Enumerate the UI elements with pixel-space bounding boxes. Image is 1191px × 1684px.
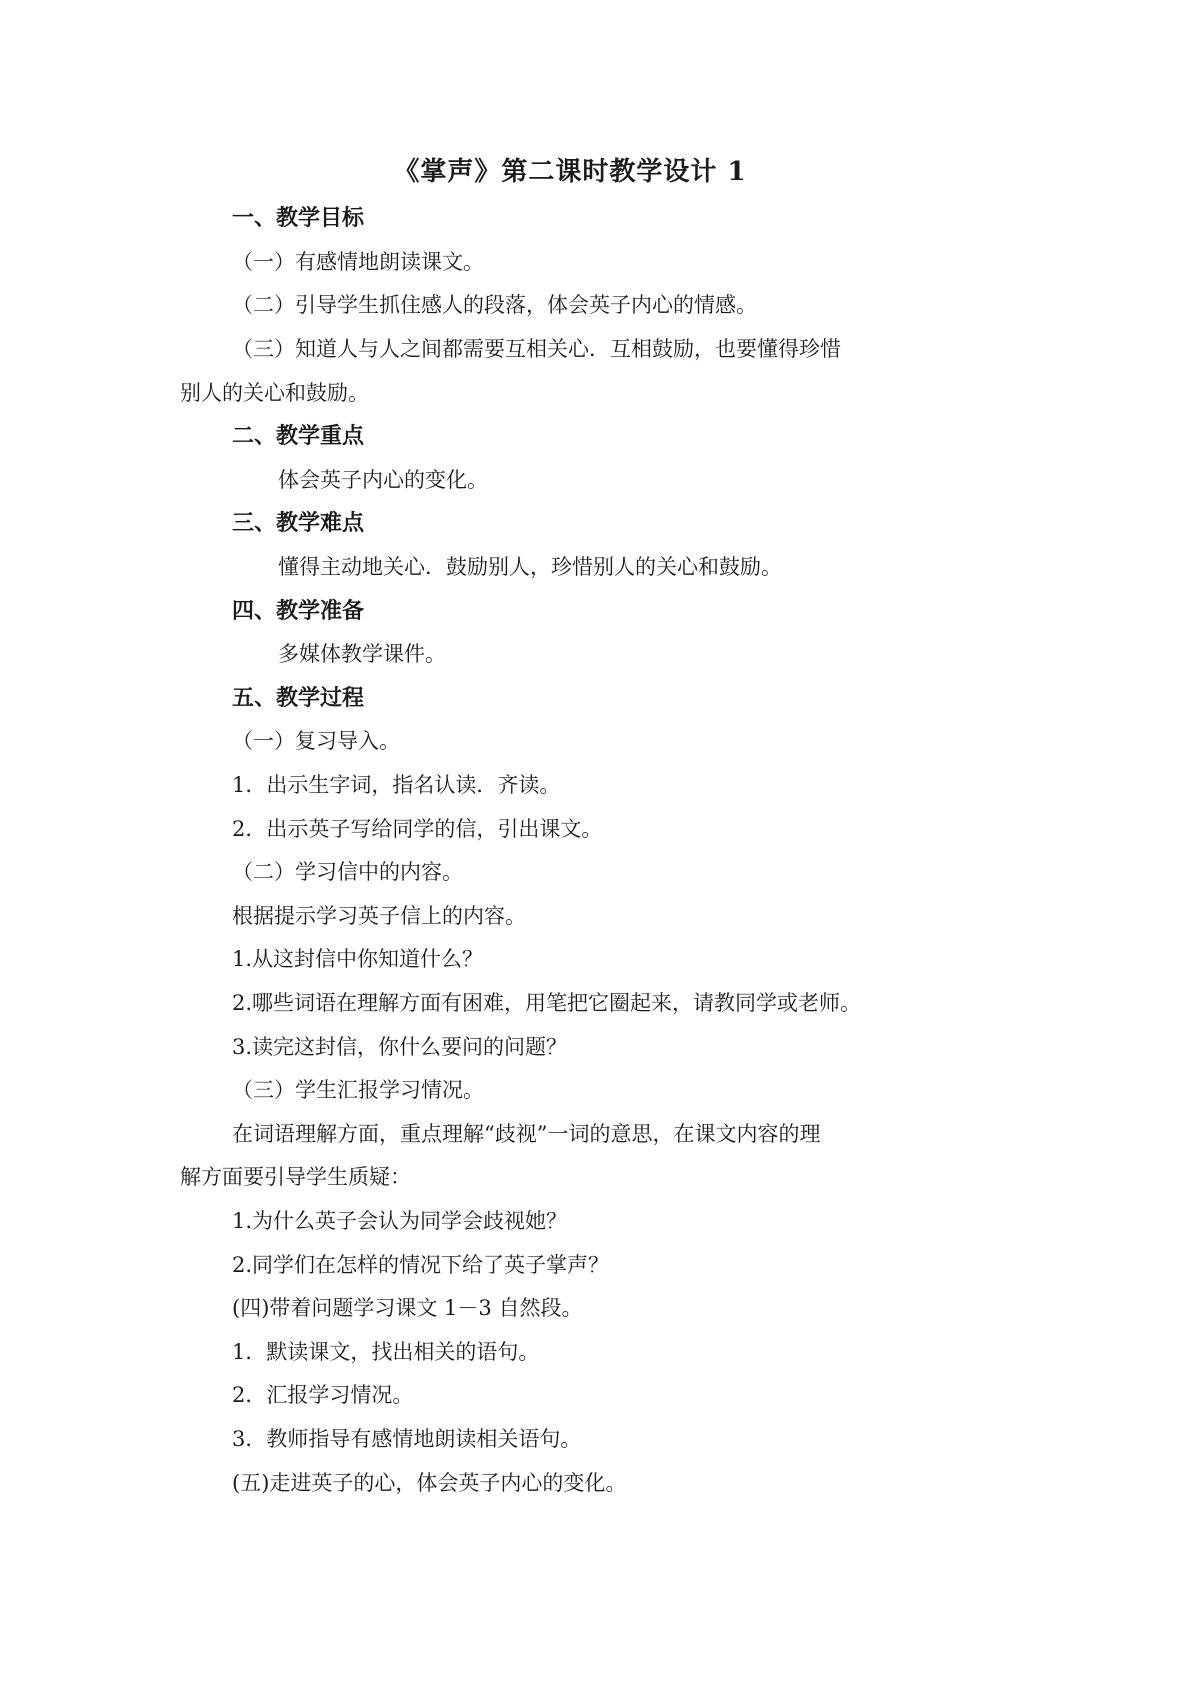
difficulties-text: 懂得主动地关心．鼓励别人，珍惜别人的关心和鼓励。 — [278, 555, 782, 579]
process-step-1: （一）复习导入。 — [232, 729, 400, 753]
objective-1: （一）有感情地朗读课文。 — [232, 250, 484, 274]
process-item: 1.从这封信中你知道什么？ — [232, 947, 484, 971]
heading-preparation: 四、教学准备 — [232, 598, 365, 624]
process-step-2: （二）学习信中的内容。 — [232, 860, 463, 884]
heading-process: 五、教学过程 — [232, 685, 365, 711]
process-text: 根据提示学习英子信上的内容。 — [232, 904, 526, 928]
process-item: 2.同学们在怎样的情况下给了英子掌声？ — [232, 1253, 610, 1277]
process-item: 3．教师指导有感情地朗读相关语句。 — [232, 1427, 582, 1451]
objective-3-continued: 别人的关心和鼓励。 — [180, 381, 369, 405]
process-item: 2．出示英子写给同学的信，引出课文。 — [232, 817, 603, 841]
process-step-3: （三）学生汇报学习情况。 — [232, 1078, 484, 1102]
process-item: 3.读完这封信，你什么要问的问题？ — [232, 1035, 568, 1059]
heading-objectives: 一、教学目标 — [232, 205, 365, 231]
process-item: 2．汇报学习情况。 — [232, 1383, 414, 1407]
process-text: 在词语理解方面，重点理解“歧视”一词的意思，在课文内容的理 — [232, 1122, 821, 1146]
process-item: 1.为什么英子会认为同学会歧视她？ — [232, 1209, 568, 1233]
heading-key-points: 二、教学重点 — [232, 423, 365, 449]
document-title: 《掌声》第二课时教学设计 1 — [393, 157, 747, 187]
heading-difficulties: 三、教学难点 — [232, 510, 365, 536]
process-step-4: (四)带着问题学习课文 1－3 自然段。 — [232, 1296, 583, 1320]
objective-3: （三）知道人与人之间都需要互相关心．互相鼓励，也要懂得珍惜 — [232, 337, 841, 361]
key-points-text: 体会英子内心的变化。 — [278, 468, 488, 492]
process-item: 2.哪些词语在理解方面有困难，用笔把它圈起来，请教同学或老师。 — [232, 991, 862, 1015]
process-item: 1．默读课文，找出相关的语句。 — [232, 1340, 540, 1364]
process-item: 1．出示生字词，指名认读．齐读。 — [232, 773, 561, 797]
process-step-5: (五)走进英子的心，体会英子内心的变化。 — [232, 1471, 627, 1495]
process-text-continued: 解方面要引导学生质疑： — [180, 1165, 411, 1189]
objective-2: （二）引导学生抓住感人的段落，体会英子内心的情感。 — [232, 293, 757, 317]
preparation-text: 多媒体教学课件。 — [278, 642, 446, 666]
